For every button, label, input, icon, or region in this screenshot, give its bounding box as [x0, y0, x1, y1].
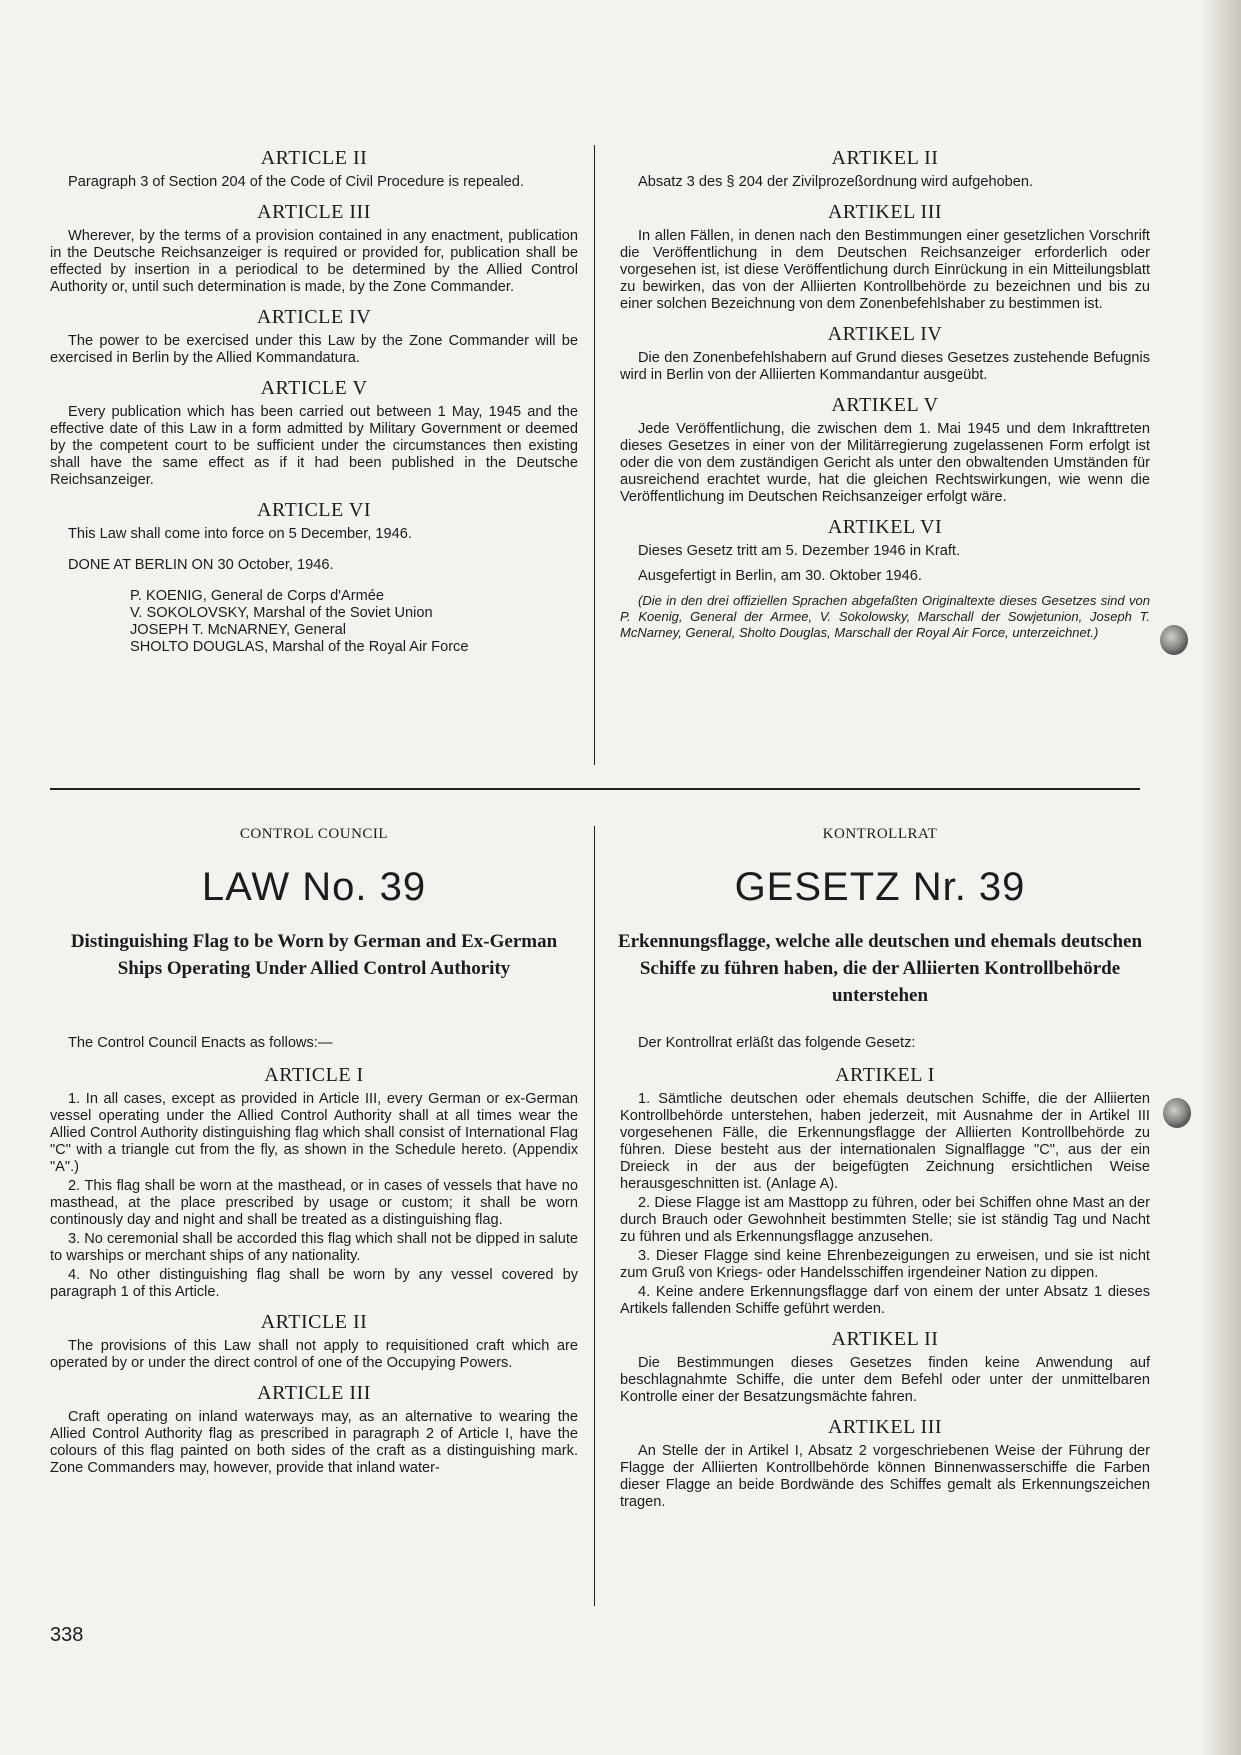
article-heading: ARTICLE III: [257, 201, 371, 223]
article-heading: ARTIKEL IV: [827, 323, 943, 345]
article-heading: ARTICLE II: [260, 1311, 368, 1333]
article-heading: ARTICLE VI: [257, 499, 371, 521]
law-title: GESETZ Nr. 39: [734, 865, 1026, 909]
enacting-clause: Der Kontrollrat erläßt das folgende Gesetz:: [638, 1035, 916, 1051]
article-heading: ARTIKEL II: [831, 147, 939, 169]
article-text: The provisions of this Law shall not apply to requisitioned craft which are operated by or under the direct control of one of the Occupying Powers.: [50, 1338, 578, 1371]
article-paragraph: 2. This flag shall be worn at the masthead, or in cases of vessels that have no masthead, at the place prescribed by usage or custom; it shall be worn continously day and night and shall be treated as a distinguishing flag.: [50, 1178, 578, 1228]
article-paragraph: 3. No ceremonial shall be accorded this flag which shall not be dipped in salute to warships or merchant ships of any nationality.: [50, 1231, 578, 1264]
law-subtitle: Distinguishing Flag to be Worn by German and Ex-German Ships Operating Under Allied Control Authority: [70, 931, 558, 979]
council-label: CONTROL COUNCIL: [239, 826, 389, 842]
article-text: Absatz 3 des § 204 der Zivilprozeßordnung wird aufgehoben.: [638, 174, 1034, 190]
article-text: Dieses Gesetz tritt am 5. Dezember 1946 in Kraft.: [638, 543, 961, 559]
article-text: Jede Veröffentlichung, die zwischen dem 1. Mai 1945 und dem Inkrafttreten dieses Gesetzes in einer von der Militärregierung zugelassenen Form erfolgt ist oder die von dem zuständigen Gericht als unter den obwaltenden Umständen für ausreichend erachtet wurde, hat die gleichen Rechtswirkungen, wie wenn die Veröffentlichung im Deutschen Reichsanzeiger erfolgt wäre.: [620, 421, 1150, 505]
article-heading: ARTIKEL II: [831, 1328, 939, 1350]
signatory: SHOLTO DOUGLAS, Marshal of the Royal Air Force: [130, 639, 469, 655]
article-paragraph: 2. Diese Flagge ist am Masttopp zu führen, oder bei Schiffen ohne Mast an der durch Brauch oder Gewohnheit bestimmten Stelle; sie ist ständig Tag und Nacht zu führen und als Erkennungsflagge anzusehen.: [620, 1195, 1150, 1245]
article-heading: ARTIKEL III: [827, 201, 943, 223]
top-right-column: [620, 147, 1150, 643]
article-heading: ARTICLE I: [264, 1064, 364, 1086]
done-at-berlin: Ausgefertigt in Berlin, am 30. Oktober 1946.: [638, 568, 922, 584]
section-divider: [50, 788, 1140, 790]
article-text: This Law shall come into force on 5 December, 1946.: [68, 526, 412, 542]
article-text: The power to be exercised under this Law by the Zone Commander will be exercised in Berlin by the Allied Kommandatura.: [50, 333, 578, 366]
article-paragraph: 4. No other distinguishing flag shall be worn by any vessel covered by paragraph 1 of this Article.: [50, 1267, 578, 1300]
article-heading: ARTICLE III: [257, 1382, 371, 1404]
article-text: Die den Zonenbefehlshabern auf Grund dieses Gesetzes zustehende Befugnis wird in Berlin von der Alliierten Kommandantur ausgeübt.: [620, 350, 1150, 383]
column-divider: [594, 826, 595, 1606]
article-text: In allen Fällen, in denen nach den Bestimmungen einer gesetzlichen Vorschrift die Veröffentlichung in dem Deutschen Reichsanzeiger erforderlich oder vorgesehen ist, ist diese Veröffentlichung durch Einrückung in ein Mitteilungsblatt zu bewirken, das von der Alliierten Kontrollbehörde zu bezeichnen und bis zu einer solchen Bezeichnung von dem Zonenbefehlshaber zu bestimmen ist.: [620, 228, 1150, 312]
law-subtitle: Erkennungsflagge, welche alle deutschen und ehemals deutschen Schiffe zu führen haben, die der Alliierten Kontrollbehörde unterstehen: [617, 931, 1143, 1006]
article-paragraph: 1. Sämtliche deutschen oder ehemals deutschen Schiffe, die der Alliierten Kontrollbehörde unterstehen, haben jederzeit, mit Ausnahme der in Artikel III vorgesehenen Fälle, die Erkennungsflagge der Alliierten Kontrollbehörde zu führen. Diese besteht aus der internationalen Signalflagge "C", aus der ein Dreieck in der aus der beigefügten Zeichnung ersichtlichen Weise herausgeschnitten ist. (Anlage A).: [620, 1091, 1150, 1192]
article-paragraph: 1. In all cases, except as provided in Article III, every German or ex-German vessel operating under the Allied Control Authority shall at all times wear the Allied Control Authority distinguishing flag which shall consist of International Flag "C" with a triangle cut from the fly, as shown in the Schedule hereto. (Appendix "A".): [50, 1091, 578, 1175]
page-number: 338: [50, 1624, 84, 1646]
article-paragraph: 3. Dieser Flagge sind keine Ehrenbezeigungen zu erweisen, und sie ist nicht zum Gruß von Kriegs- oder Handelsschiffen irgendeiner Nation zu dippen.: [620, 1248, 1150, 1281]
article-heading: ARTIKEL III: [827, 1416, 943, 1438]
article-text: Wherever, by the terms of a provision contained in any enactment, publication in the Deutsche Reichsanzeiger is required or provided for, publication shall be effected by insertion in a periodical to be determined by the Allied Control Authority or, until such determination is made, by the Zone Commander.: [50, 228, 578, 295]
article-text: Die Bestimmungen dieses Gesetzes finden keine Anwendung auf beschlagnahmte Schiffe, die unter dem Befehl oder unter der unmittelbaren Kontrolle einer der Besatzungsmächte fahren.: [620, 1355, 1150, 1405]
punch-hole-icon: [1163, 1098, 1191, 1128]
signatories: [50, 588, 578, 656]
bottom-right-column: [620, 1035, 1150, 1513]
signatory: V. SOKOLOVSKY, Marshal of the Soviet Union: [130, 605, 433, 621]
punch-hole-icon: [1160, 625, 1188, 655]
enacting-clause: The Control Council Enacts as follows:—: [68, 1035, 333, 1051]
article-text: Paragraph 3 of Section 204 of the Code of Civil Procedure is repealed.: [68, 174, 524, 190]
bottom-left-column: [50, 1035, 578, 1479]
top-left-column: [50, 147, 578, 656]
article-heading: ARTIKEL I: [835, 1064, 935, 1086]
law-title: LAW No. 39: [201, 865, 427, 909]
page-edge-shadow: [1201, 0, 1241, 1755]
article-paragraph: 4. Keine andere Erkennungsflagge darf von einem der unter Absatz 1 dieses Artikels fallenden Schiffe geführt werden.: [620, 1284, 1150, 1317]
article-text: Every publication which has been carried out between 1 May, 1945 and the effective date of this Law in a form admitted by Military Government or deemed by the competent court to be sufficient under the circumstances then existing shall have the same effect as if it had been published in the Deutsche Reichsanzeiger.: [50, 404, 578, 488]
article-heading: ARTIKEL VI: [827, 516, 943, 538]
column-divider: [594, 145, 595, 765]
article-text: An Stelle der in Artikel I, Absatz 2 vorgeschriebenen Weise der Führung der Flagge der Alliierten Kontrollbehörde können Binnenwasserschiffe die Farben dieser Flagge an beide Bordwände des Schiffes gemalt als Erkennungszeichen tragen.: [620, 1443, 1150, 1510]
article-heading: ARTICLE V: [260, 377, 368, 399]
signatory: JOSEPH T. McNARNEY, General: [130, 622, 347, 638]
article-heading: ARTIKEL V: [831, 394, 939, 416]
article-heading: ARTICLE II: [260, 147, 368, 169]
article-heading: ARTICLE IV: [256, 306, 372, 328]
council-label: KONTROLLRAT: [822, 826, 938, 842]
article-text: Craft operating on inland waterways may, as an alternative to wearing the Allied Control Authority flag as prescribed in paragraph 2 of Article I, have the colours of this flag painted on both sides of the craft as a distinguishing mark. Zone Commanders may, however, provide that inland water-: [50, 1409, 578, 1476]
signature-note: (Die in den drei offiziellen Sprachen abgefaßten Originaltexte dieses Gesetzes sind von P. Koenig, General der Armee, V. Sokolowsky, Marschall der Sowjetunion, Joseph T. McNarney, General, Sholto Douglas, Marschall der Royal Air Force, unterzeichnet.): [620, 593, 1150, 640]
signatory: P. KOENIG, General de Corps d'Armée: [130, 588, 384, 604]
done-at-berlin: DONE AT BERLIN ON 30 October, 1946.: [68, 557, 334, 573]
